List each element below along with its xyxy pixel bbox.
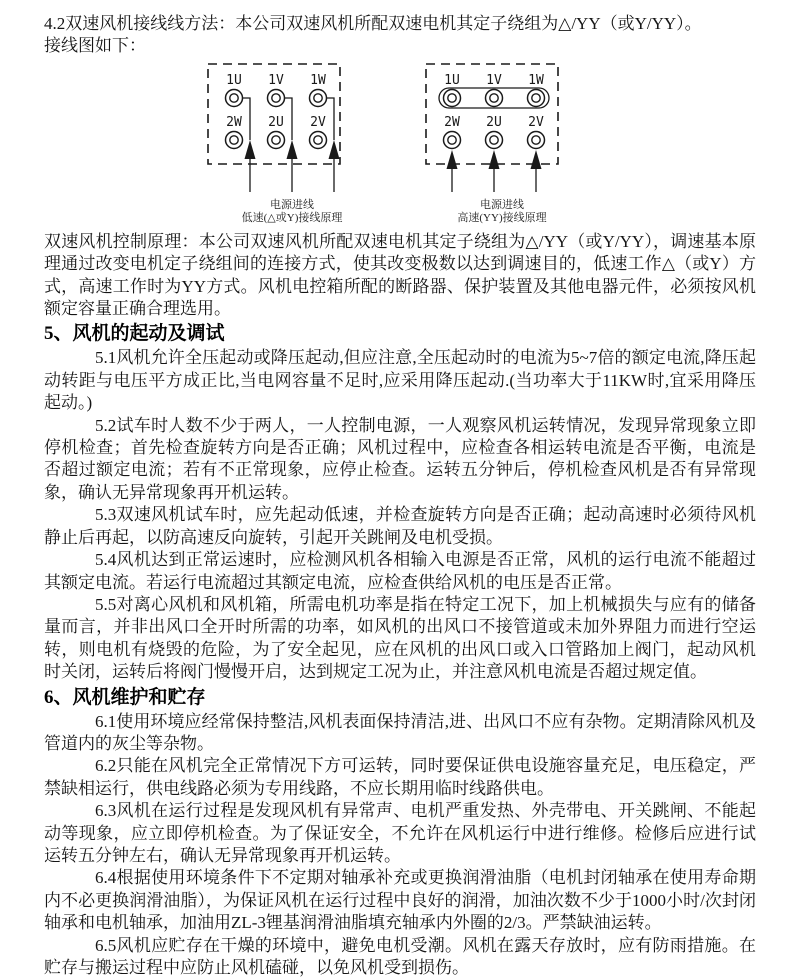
wire-1u	[242, 98, 250, 140]
terminal-2v	[528, 115, 545, 149]
high-speed-wiring-diagram	[422, 62, 622, 225]
svg-text:2V: 2V	[310, 114, 326, 130]
terminal-2u	[268, 115, 285, 149]
terminal-2w	[226, 115, 243, 149]
svg-text:2V: 2V	[528, 114, 544, 130]
svg-text:2U: 2U	[268, 114, 284, 130]
terminal-2v	[310, 115, 327, 149]
terminal-circle-inner	[314, 136, 322, 144]
para-6-5: 6.5风机应贮存在干燥的环境中，避免电机受潮。风机在露天存放时，应有防雨措施。在贮存与搬运过程中应防止风机磕碰，以免风机受到损伤。	[44, 935, 756, 977]
power-arrow	[329, 140, 340, 192]
power-arrow	[447, 150, 458, 192]
para-control-principle: 双速风机控制原理：本公司双速风机所配双速电机其定子绕组为△/YY（或Y/YY），调速基本原理通过改变电机定子绕组间的连接方式，使其改变极数以达到调速目的，低速工作△（或Y）方式，高速工作时为YY方式。风机电控箱所配的断路器、保护装置及其他电器元件，必须按风机额定容量正确合理选用。	[44, 231, 756, 319]
caption-power-inlet: 电源进线	[480, 198, 524, 211]
svg-text:1W: 1W	[310, 72, 326, 88]
wiring-diagrams	[204, 62, 756, 225]
terminal-circle-inner	[272, 94, 280, 102]
para-5-4: 5.4风机达到正常运速时，应检测风机各相输入电源是否正常，风机的运行电流不能超过其额定电流。若运行电流超过其额定电流，应检查供给风机的电压是否正常。	[44, 550, 756, 592]
caption-power-inlet: 电源进线	[270, 198, 314, 211]
power-arrow	[287, 140, 298, 192]
terminal-circle-inner	[532, 94, 540, 102]
svg-text:1V: 1V	[486, 72, 502, 88]
terminal-1u	[226, 73, 243, 107]
para-6-4: 6.4根据使用环境条件下不定期对轴承补充或更换润滑油脂（电机封闭轴承在使用寿命期内不必更换润滑油脂），为保证风机在运行过程中良好的润滑，加油次数不少于1000小时/次封闭轴承和电机轴承，加油用ZL-3锂基润滑油脂填充轴承内外圈的2/3。严禁缺油运转。	[44, 868, 756, 933]
svg-text:1U: 1U	[444, 72, 460, 88]
svg-text:1U: 1U	[226, 72, 242, 88]
para-6-2: 6.2只能在风机完全正常情况下方可运转，同时要保证供电设施容量充足，电压稳定，严禁缺相运行，供电线路必须为专用线路，不应长期用临时线路供电。	[44, 756, 756, 798]
para-5-1: 5.1风机允许全压起动或降压起动,但应注意,全压起动时的电流为5~7倍的额定电流,降压起动转距与电压平方成正比,当电网容量不足时,应采用降压起动.(当功率大于11KW时,宜采用降压起动。)	[44, 348, 756, 413]
para-4-2-line2: 接线图如下：	[44, 36, 146, 56]
para-6-3: 6.3风机在运行过程是发现风机有异常声、电机严重发热、外壳带电、开关跳闸、不能起动等现象，应立即停机检查。为了保证安全，不允许在风机运行中进行维修。检修后应进行试运转五分钟左右，确认无异常现象再开机运转。	[44, 801, 756, 865]
terminal-1v	[268, 73, 285, 107]
caption-low-speed: 低速(△或Y)接线原理	[241, 211, 343, 224]
power-arrow	[245, 140, 256, 192]
terminal-circle-inner	[230, 136, 238, 144]
caption-high-speed: 高速(YY)接线原理	[457, 211, 547, 224]
svg-text:2W: 2W	[226, 114, 242, 130]
terminal-circle-inner	[490, 136, 498, 144]
para-4-2	[44, 13, 756, 58]
para-4-2-line1: 4.2双速风机接线线方法：本公司双速风机所配双速电机其定子绕组为△/YY（或Y/YY）。	[44, 14, 702, 33]
terminal-circle-inner	[448, 136, 456, 144]
power-arrow	[489, 150, 500, 192]
terminal-2u	[486, 115, 503, 149]
svg-text:1V: 1V	[268, 72, 284, 88]
para-5-3: 5.3双速风机试车时，应先起动低速，并检查旋转方向是否正确；起动高速时必须待风机静止后再起，以防高速反向旋转，引起开关跳闸及电机受损。	[44, 505, 756, 547]
terminal-circle-inner	[532, 136, 540, 144]
terminal-circle-inner	[490, 94, 498, 102]
wire-1w	[326, 98, 334, 140]
section-5-title: 5、风机的起动及调试	[44, 323, 225, 345]
para-5-2: 5.2试车时人数不少于两人，一人控制电源，一人观察风机运转情况，发现异常现象立即停机检查；首先检查旋转方向是否正确；风机过程中，应检查各相运转电流是否平衡，电流是否超过额定电流；若有不正常现象，应停止检查。运转五分钟后，停机检查风机是否有异常现象，确认无异常现象再开机运转。	[44, 415, 756, 502]
terminal-circle-inner	[272, 136, 280, 144]
para-5-5: 5.5对离心风机和风机箱，所需电机功率是指在特定工况下，加上机械损失与应有的储备量而言，并非出风口全开时所需的功率，如风机的出风口不接管道或未加外界阻力而进行空运转，则电机有烧毁的危险，为了安全起见，应在风机的出风口或入口管路加上阀门，起动风机时关闭，运转后将阀门慢慢开启，达到规定工况为止，并注意风机电流是否超过规定值。	[44, 594, 756, 682]
terminal-1w	[310, 73, 327, 107]
terminal-circle-inner	[314, 94, 322, 102]
para-6-1: 6.1使用环境应经常保持整洁,风机表面保持清洁,进、出风口不应有杂物。定期清除风机及管道内的灰尘等杂物。	[44, 711, 756, 753]
low-speed-wiring-diagram	[204, 62, 404, 225]
svg-text:1W: 1W	[528, 72, 544, 88]
svg-text:2W: 2W	[444, 114, 460, 130]
terminal-circle-inner	[448, 94, 456, 102]
power-arrow	[531, 150, 542, 192]
terminal-circle-inner	[230, 94, 238, 102]
section-6-title: 6、风机维护和贮存	[44, 686, 206, 708]
terminal-2w	[444, 115, 461, 149]
svg-text:2U: 2U	[486, 114, 502, 130]
wire-1v	[284, 98, 292, 140]
